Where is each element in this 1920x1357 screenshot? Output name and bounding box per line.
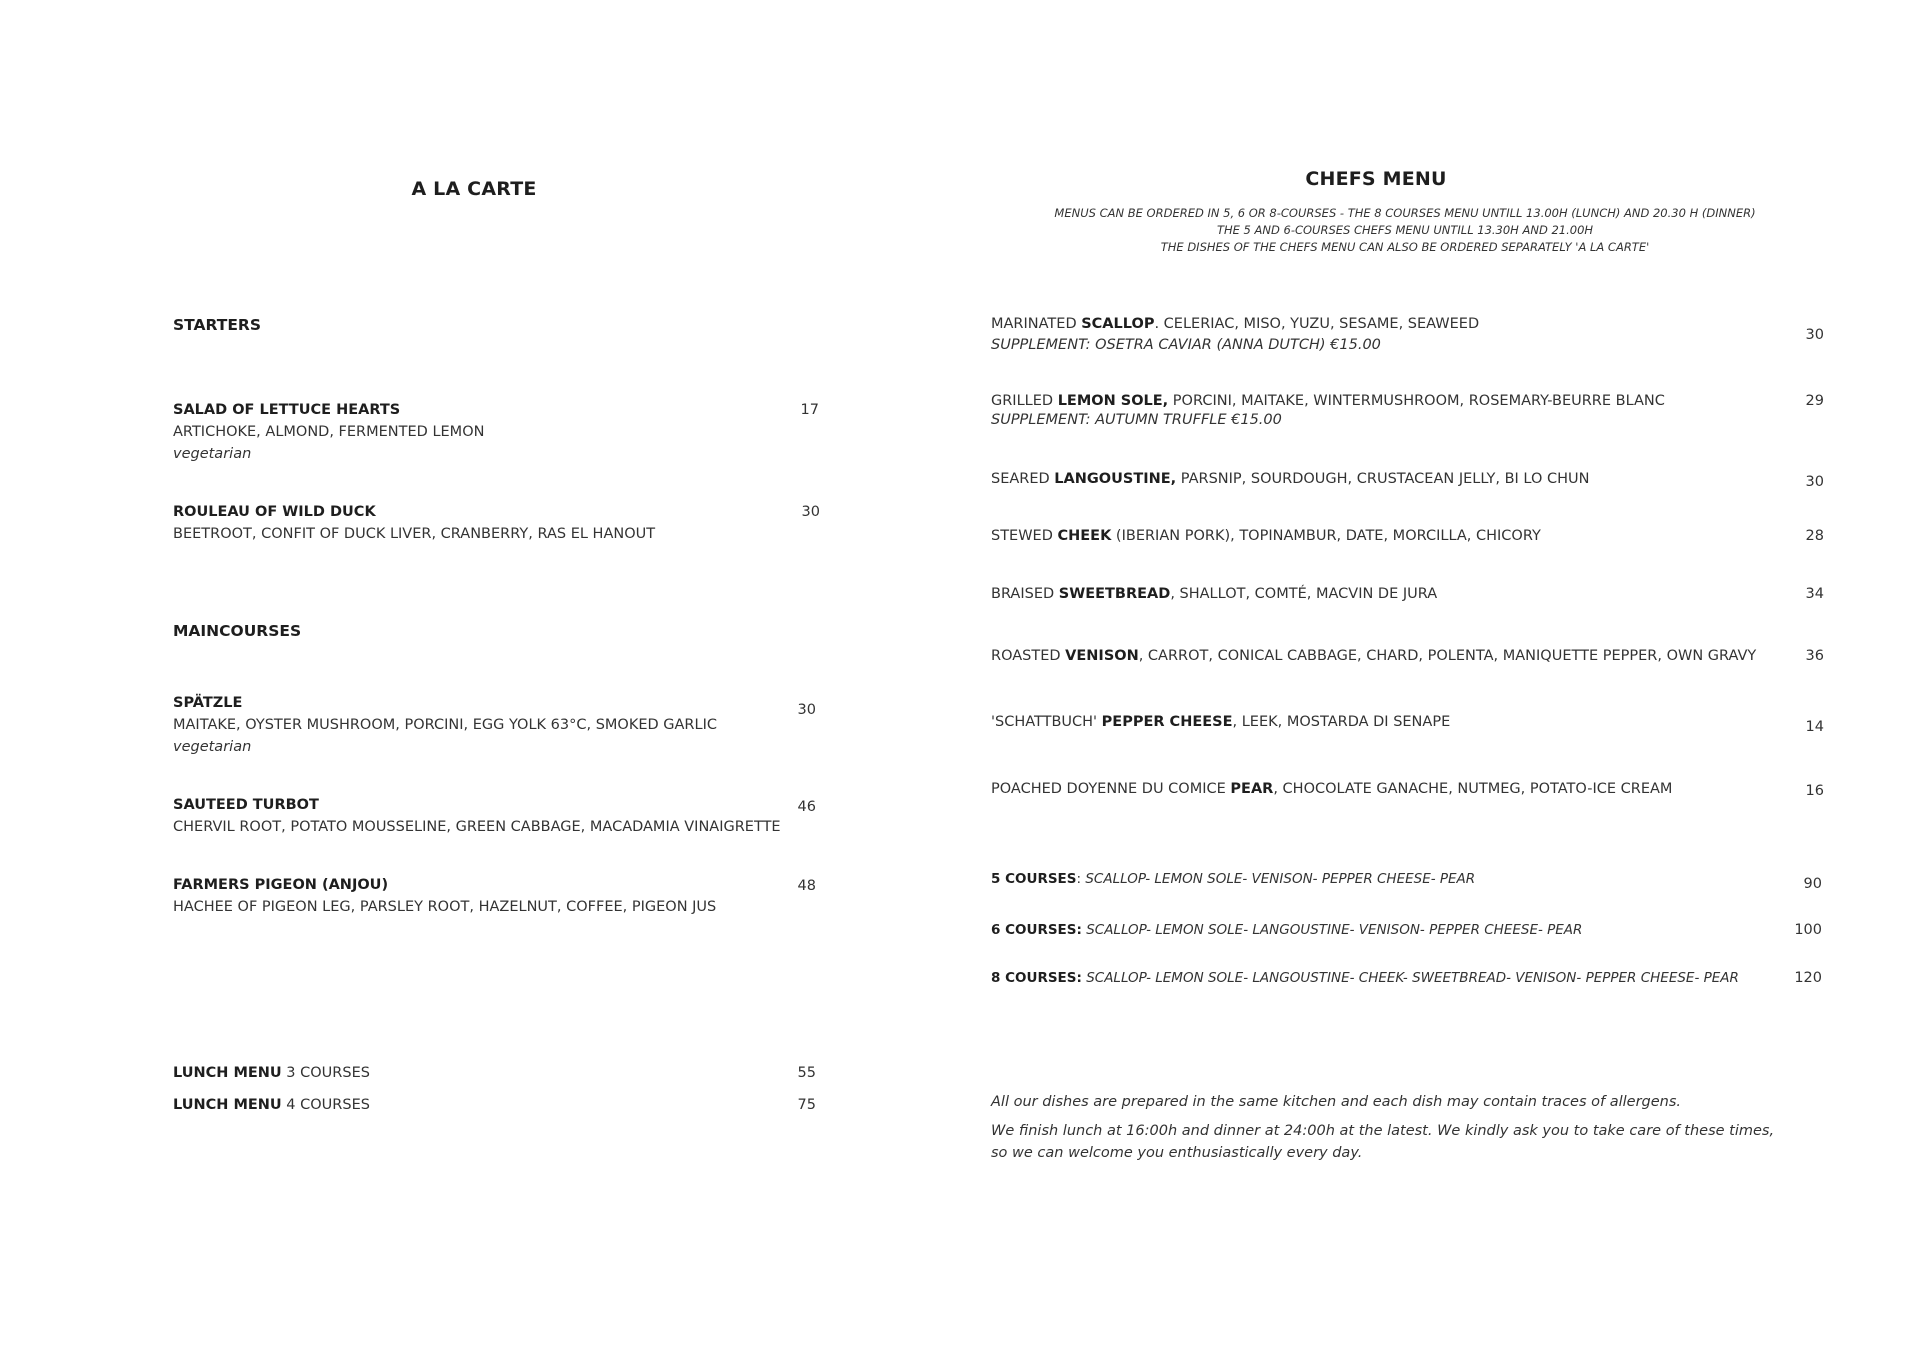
lunch-menu-line <box>173 1097 370 1113</box>
course-menu-dishes: SCALLOP- LEMON SOLE- VENISON- PEPPER CHEESE- PEAR <box>1085 871 1476 887</box>
dish-key-ingredient: PEPPER CHEESE <box>1101 714 1233 730</box>
dish-rest: (IBERIAN PORK), TOPINAMBUR, DATE, MORCILLA, CHICORY <box>1111 528 1541 544</box>
opening-times-note: We finish lunch at 16:00h and dinner at 24:00h at the latest. We kindly ask you to take care of these times, <box>991 1123 1775 1139</box>
dish-key-ingredient: PEAR <box>1230 781 1274 797</box>
dish-key-ingredient: LANGOUSTINE, <box>1054 471 1177 487</box>
dish-rest: . CELERIAC, MISO, YUZU, SESAME, SEAWEED <box>1154 316 1480 332</box>
main-name: FARMERS PIGEON (ANJOU) <box>173 877 389 893</box>
dish-key-ingredient: SCALLOP <box>1081 316 1155 332</box>
dish-rest: , SHALLOT, COMTÉ, MACVIN DE JURA <box>1170 586 1438 602</box>
dish-key-ingredient: VENISON <box>1065 648 1139 664</box>
dish-price: 14 <box>1805 719 1824 735</box>
chefs-menu-note: THE 5 AND 6-COURSES CHEFS MENU UNTILL 13.30H AND 21.00H <box>1216 223 1594 237</box>
dish-price: 29 <box>1805 393 1824 409</box>
dish-supplement: SUPPLEMENT: AUTUMN TRUFFLE €15.00 <box>991 412 1282 428</box>
course-menu-line <box>991 871 1475 887</box>
starters-heading: STARTERS <box>173 316 262 334</box>
lunch-menu-label: LUNCH MENU <box>173 1065 282 1081</box>
dish-prefix: STEWED <box>991 528 1058 544</box>
dish-price: 34 <box>1805 586 1824 602</box>
course-menu-price: 90 <box>1803 876 1822 892</box>
dish-prefix: MARINATED <box>991 316 1082 332</box>
dish-price: 28 <box>1805 528 1824 544</box>
course-menu-dishes: SCALLOP- LEMON SOLE- LANGOUSTINE- CHEEK- SWEETBREAD- VENISON- PEPPER CHEESE- PEAR <box>1086 970 1739 986</box>
dish-supplement: SUPPLEMENT: OSETRA CAVIAR (ANNA DUTCH) €15.00 <box>991 337 1381 353</box>
course-menu-price: 100 <box>1794 922 1822 938</box>
starter-description: ARTICHOKE, ALMOND, FERMENTED LEMON <box>173 424 485 440</box>
dish-price: 16 <box>1805 783 1824 799</box>
chefs-dish <box>991 393 1665 409</box>
chefs-dish <box>991 648 1756 664</box>
main-price: 30 <box>797 702 816 718</box>
main-description: CHERVIL ROOT, POTATO MOUSSELINE, GREEN CABBAGE, MACADAMIA VINAIGRETTE <box>173 819 781 835</box>
course-menu-dishes: SCALLOP- LEMON SOLE- LANGOUSTINE- VENISON- PEPPER CHEESE- PEAR <box>1086 922 1583 938</box>
dish-price: 30 <box>1805 474 1824 490</box>
dish-price: 30 <box>1805 327 1824 343</box>
chefs-dish <box>991 316 1479 332</box>
chefs-dish <box>991 781 1672 797</box>
starter-name: ROULEAU OF WILD DUCK <box>173 504 376 520</box>
starter-name: SALAD OF LETTUCE HEARTS <box>173 402 401 418</box>
course-menu-line <box>991 922 1582 938</box>
dish-prefix: POACHED DOYENNE DU COMICE <box>991 781 1231 797</box>
starter-description: BEETROOT, CONFIT OF DUCK LIVER, CRANBERRY, RAS EL HANOUT <box>173 526 656 542</box>
dish-rest: , LEEK, MOSTARDA DI SENAPE <box>1232 714 1451 730</box>
lunch-menu-courses: 3 COURSES <box>281 1065 370 1081</box>
main-name: SPÄTZLE <box>173 695 243 711</box>
main-description: MAITAKE, OYSTER MUSHROOM, PORCINI, EGG YOLK 63°C, SMOKED GARLIC <box>173 717 717 733</box>
chefs-menu-note: MENUS CAN BE ORDERED IN 5, 6 OR 8-COURSES - THE 8 COURSES MENU UNTILL 13.00H (LUNCH) AND 20.30 H (DINNER) <box>1054 206 1756 220</box>
dish-prefix: BRAISED <box>991 586 1059 602</box>
dish-rest: PORCINI, MAITAKE, WINTERMUSHROOM, ROSEMARY-BEURRE BLANC <box>1168 393 1665 409</box>
dish-key-ingredient: SWEETBREAD <box>1058 586 1171 602</box>
chefs-dish <box>991 528 1541 544</box>
starter-price: 17 <box>800 402 819 418</box>
lunch-menu-price: 55 <box>797 1065 816 1081</box>
course-menu-price: 120 <box>1794 970 1822 986</box>
chefs-dish <box>991 471 1589 487</box>
main-name: SAUTEED TURBOT <box>173 797 319 813</box>
dish-prefix: GRILLED <box>991 393 1058 409</box>
chefs-menu-note: THE DISHES OF THE CHEFS MENU CAN ALSO BE ORDERED SEPARATELY 'A LA CARTE' <box>1160 240 1650 254</box>
vegetarian-tag: vegetarian <box>173 446 252 462</box>
course-menu-separator: : <box>1076 871 1086 887</box>
lunch-menu-line <box>173 1065 370 1081</box>
course-menu-label: 8 COURSES: <box>991 970 1082 986</box>
dish-prefix: ROASTED <box>991 648 1066 664</box>
chefs-menu-title: CHEFS MENU <box>1305 168 1447 190</box>
dish-prefix: SEARED <box>991 471 1055 487</box>
chefs-dish <box>991 714 1450 730</box>
lunch-menu-price: 75 <box>797 1097 816 1113</box>
lunch-menu-courses: 4 COURSES <box>281 1097 370 1113</box>
allergen-note: All our dishes are prepared in the same kitchen and each dish may contain traces of allergens. <box>991 1094 1682 1110</box>
main-description: HACHEE OF PIGEON LEG, PARSLEY ROOT, HAZELNUT, COFFEE, PIGEON JUS <box>173 899 717 915</box>
dish-key-ingredient: CHEEK <box>1057 528 1112 544</box>
dish-prefix: 'SCHATTBUCH' <box>991 714 1102 730</box>
main-price: 48 <box>797 878 816 894</box>
dish-price: 36 <box>1805 648 1824 664</box>
main-price: 46 <box>797 799 816 815</box>
course-menu-label: 6 COURSES: <box>991 922 1082 938</box>
dish-rest: PARSNIP, SOURDOUGH, CRUSTACEAN JELLY, BI LO CHUN <box>1176 471 1590 487</box>
starter-price: 30 <box>801 504 820 520</box>
maincourses-heading: MAINCOURSES <box>173 622 302 640</box>
vegetarian-tag: vegetarian <box>173 739 252 755</box>
course-menu-label: 5 COURSES <box>991 871 1077 887</box>
dish-key-ingredient: LEMON SOLE, <box>1057 393 1169 409</box>
chefs-dish <box>991 586 1437 602</box>
dish-rest: , CARROT, CONICAL CABBAGE, CHARD, POLENTA, MANIQUETTE PEPPER, OWN GRAVY <box>1138 648 1757 664</box>
course-menu-line <box>991 970 1739 986</box>
opening-times-note: so we can welcome you enthusiastically every day. <box>991 1145 1363 1161</box>
lunch-menu-label: LUNCH MENU <box>173 1097 282 1113</box>
a-la-carte-title: A LA CARTE <box>411 178 537 200</box>
dish-rest: , CHOCOLATE GANACHE, NUTMEG, POTATO-ICE CREAM <box>1273 781 1673 797</box>
